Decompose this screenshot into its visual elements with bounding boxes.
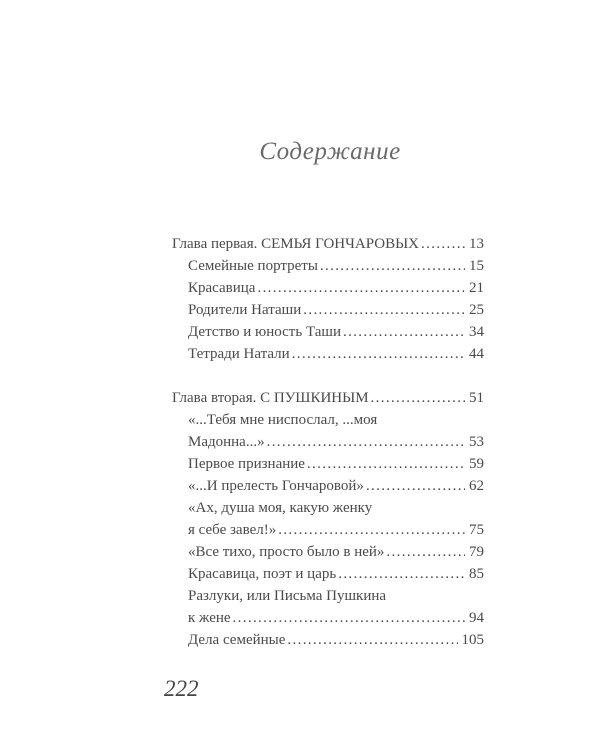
section-entry xyxy=(172,431,484,453)
entry-title: Глава первая. СЕМЬЯ ГОНЧАРОВЫХ xyxy=(172,236,420,252)
entry-title: Мадонна...» xyxy=(188,434,265,450)
entry-page: 25 xyxy=(469,302,484,318)
entry-title-line: «...Тебя мне ниспослал, ...моя xyxy=(188,412,378,428)
section-entry-line xyxy=(172,497,484,519)
dot-leader xyxy=(267,431,465,453)
entry-title: к жене xyxy=(188,610,231,626)
section-entry xyxy=(172,629,484,651)
entry-title: Красавица xyxy=(188,280,256,296)
section-entry xyxy=(172,321,484,343)
section-entry-line xyxy=(172,585,484,607)
dot-leader xyxy=(338,563,465,585)
page-number: 222 xyxy=(164,676,199,701)
entry-title: Семейные портреты xyxy=(188,258,318,274)
entry-page: 62 xyxy=(469,478,484,494)
entry-page: 34 xyxy=(469,324,484,340)
section-entry xyxy=(172,277,484,299)
entry-title: Детство и юность Таши xyxy=(188,324,341,340)
section-entry xyxy=(172,255,484,277)
dot-leader xyxy=(320,255,465,277)
entry-title-line: «Ах, душа моя, какую женку xyxy=(188,500,373,516)
entry-page: 94 xyxy=(469,610,484,626)
section-entry xyxy=(172,453,484,475)
dot-leader xyxy=(386,541,465,563)
entry-title: «Все тихо, просто было в ней» xyxy=(188,544,385,560)
dot-leader xyxy=(257,277,465,299)
entry-title: Дела семейные xyxy=(188,632,286,648)
dot-leader xyxy=(303,299,465,321)
entry-page: 15 xyxy=(469,258,484,274)
section-entry xyxy=(172,475,484,497)
entry-page: 105 xyxy=(461,632,484,648)
entry-title: я себе завел!» xyxy=(188,522,277,538)
entry-title: Родители Наташи xyxy=(188,302,302,318)
section-entry xyxy=(172,519,484,541)
entry-page: 79 xyxy=(469,544,484,560)
page-title: Содержание xyxy=(259,138,401,165)
section-entry xyxy=(172,541,484,563)
entry-page: 75 xyxy=(469,522,484,538)
section-entry-line xyxy=(172,409,484,431)
entry-title: Красавица, поэт и царь xyxy=(188,566,337,582)
dot-leader xyxy=(371,387,465,409)
chapter-entry xyxy=(172,233,484,255)
table-of-contents xyxy=(172,233,484,651)
entry-page: 51 xyxy=(469,390,484,406)
dot-leader xyxy=(421,233,465,255)
section-entry xyxy=(172,299,484,321)
dot-leader xyxy=(292,343,465,365)
section-entry xyxy=(172,343,484,365)
entry-title-line: Разлуки, или Письма Пушкина xyxy=(188,588,387,604)
section-entry xyxy=(172,607,484,629)
entry-page: 85 xyxy=(469,566,484,582)
entry-title: «...И прелесть Гончаровой» xyxy=(188,478,364,494)
entry-page: 21 xyxy=(469,280,484,296)
dot-leader xyxy=(307,453,465,475)
dot-leader xyxy=(287,629,457,651)
dot-leader xyxy=(278,519,465,541)
entry-title: Первое признание xyxy=(188,456,305,472)
entry-page: 53 xyxy=(469,434,484,450)
entry-title: Глава вторая. С ПУШКИНЫМ xyxy=(172,390,369,406)
spacer xyxy=(172,365,484,387)
entry-page: 59 xyxy=(469,456,484,472)
entry-title: Тетради Натали xyxy=(188,346,290,362)
dot-leader xyxy=(233,607,465,629)
chapter-entry xyxy=(172,387,484,409)
entry-page: 44 xyxy=(469,346,484,362)
dot-leader xyxy=(366,475,465,497)
entry-page: 13 xyxy=(469,236,484,252)
section-entry xyxy=(172,563,484,585)
dot-leader xyxy=(343,321,465,343)
